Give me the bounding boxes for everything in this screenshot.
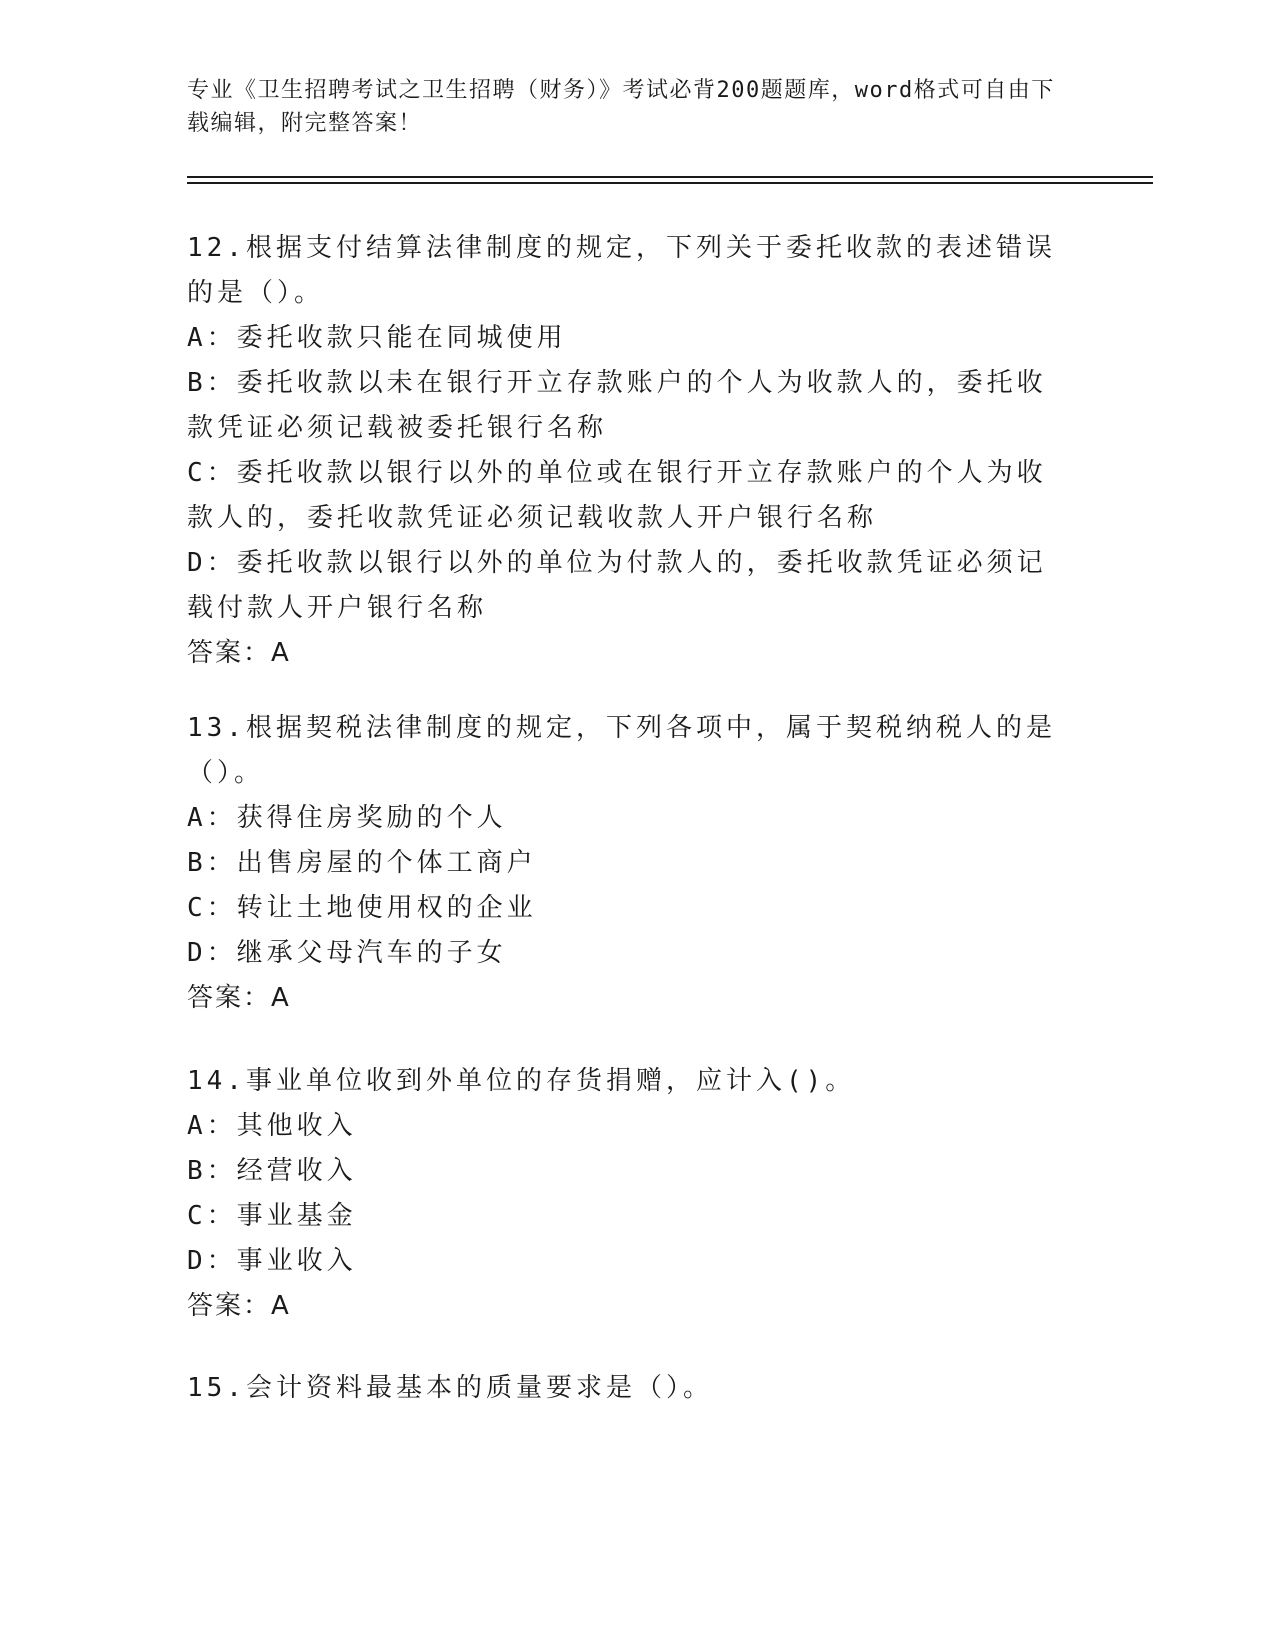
option-d: D：继承父母汽车的子女 [187,938,507,968]
question-stem: 15.会计资料最基本的质量要求是（）。 [187,1373,713,1403]
document-header: 专业《卫生招聘考试之卫生招聘（财务）》考试必背200题题库，word格式可自由下载编辑，附完整答案！ [187,78,1055,136]
option-c: C：事业基金 [187,1201,357,1231]
answer-label: 答案：A [187,983,291,1013]
answer-label: 答案：A [187,1291,291,1321]
question-15 [187,1366,1067,1411]
option-c: C：委托收款以银行以外的单位或在银行开立存款账户的个人为收款人的，委托收款凭证必须记载收款人开户银行名称 [187,458,1047,533]
question-14 [187,1059,1067,1329]
question-stem: 13.根据契税法律制度的规定，下列各项中，属于契税纳税人的是（）。 [187,713,1056,788]
option-a: A：获得住房奖励的个人 [187,803,507,833]
answer-label: 答案：A [187,638,291,668]
option-d: D：事业收入 [187,1246,357,1276]
question-stem: 12.根据支付结算法律制度的规定，下列关于委托收款的表述错误的是（）。 [187,233,1056,308]
question-stem: 14.事业单位收到外单位的存货捐赠，应计入()。 [187,1066,856,1096]
option-d: D：委托收款以银行以外的单位为付款人的，委托收款凭证必须记载付款人开户银行名称 [187,548,1047,623]
option-b: B：经营收入 [187,1156,357,1186]
question-13 [187,706,1067,1021]
option-a: A：其他收入 [187,1111,357,1141]
option-b: B：委托收款以未在银行开立存款账户的个人为收款人的，委托收款凭证必须记载被委托银行名称 [187,368,1047,443]
option-c: C：转让土地使用权的企业 [187,893,537,923]
option-a: A：委托收款只能在同城使用 [187,323,567,353]
header-divider-top [187,176,1153,178]
question-12 [187,226,1067,676]
header-divider-bottom [187,182,1153,184]
option-b: B：出售房屋的个体工商户 [187,848,537,878]
